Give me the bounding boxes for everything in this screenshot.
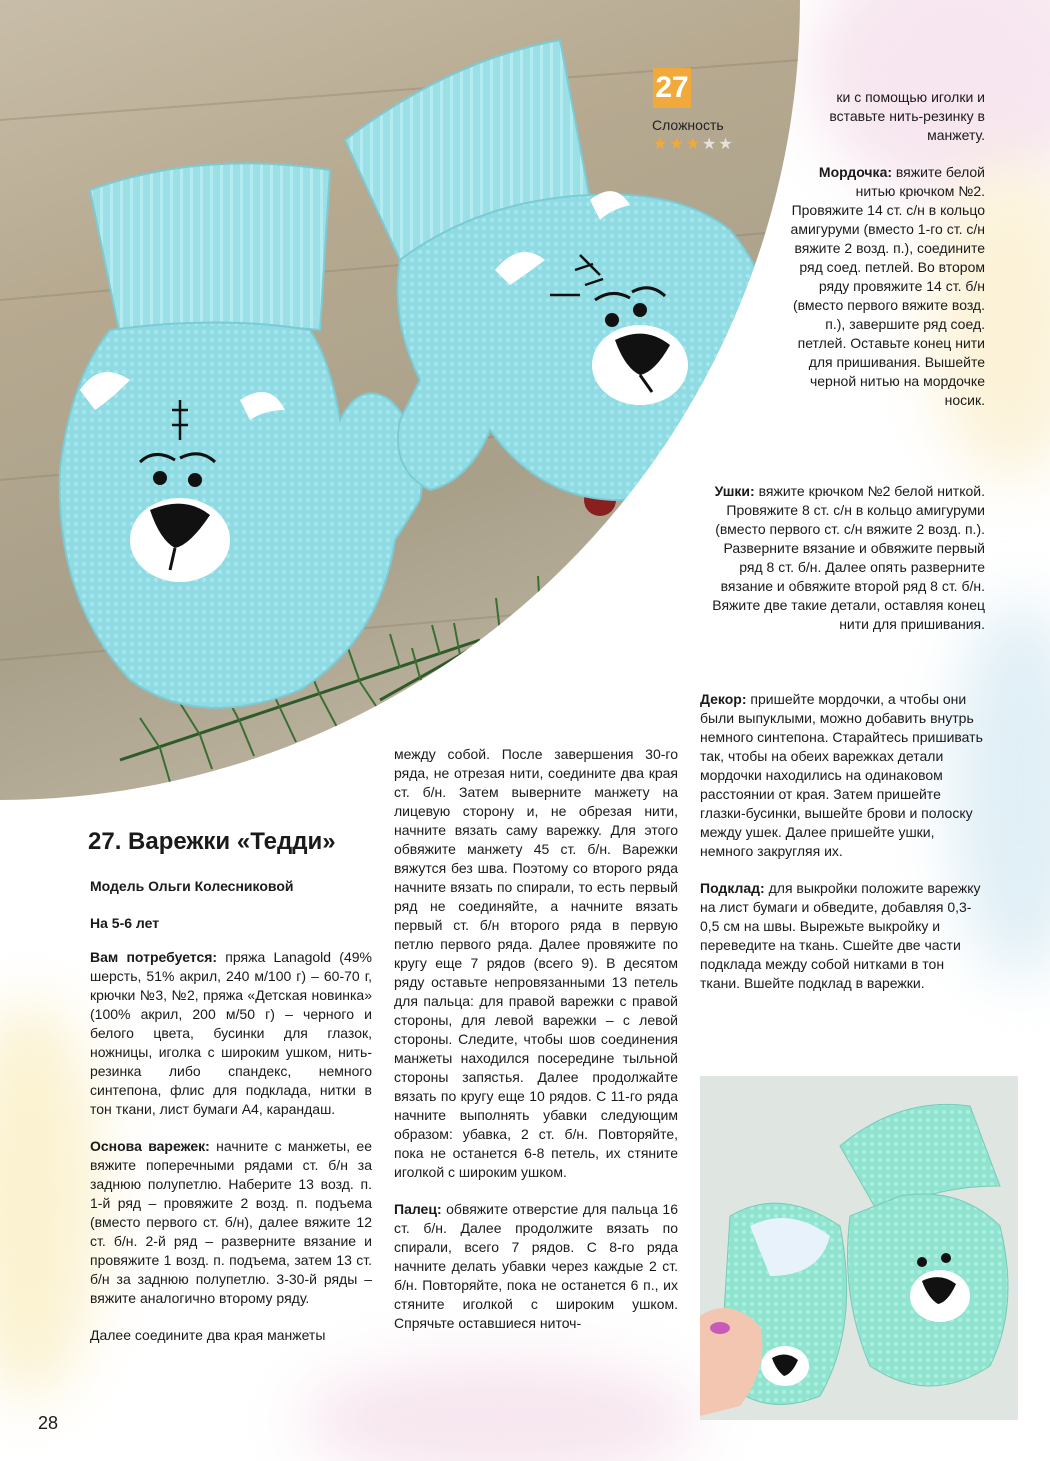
star-icon: ★ (702, 134, 719, 153)
ears-section (700, 482, 985, 634)
base-continue-line: Далее соедините два края манжеты (90, 1327, 326, 1343)
section-text: начните с манжеты, ее вяжите поперечными рядами ст. б/н за заднюю полупетлю. Наберите 13 возд. п. 1-й ряд – провяжите 2 возд. п. подъема (вместо первого ст. б/н), далее вяжите 12 ст. б/н. 2-й ряд – разверните вязание и провяжите 1 возд. п. подъема, затем 13 ст. б/н за заднюю полупетлю. 3-30-й ряды – вяжите аналогично второму ряду. (90, 1138, 373, 1306)
project-number-badge: 27 (653, 68, 691, 108)
page-number: 28 (38, 1413, 59, 1433)
left-mitten (60, 163, 422, 707)
mittens-lining-illustration (700, 1076, 1018, 1420)
section-text: обвяжите отверстие для пальца 16 ст. б/н. Далее продолжите вязать по спирали, всего 7 рядов. С 8-го ряда начните делать убавки через каждые 2 ст. б/н. Повторяйте, пока не останется 6 п., их стяните иголкой с широким ушком. Спрячьте оставшиеся ниточ- (394, 1201, 678, 1331)
base-continued-lead: между собой. После завершения 30-го ряда, не отрезая нити, соедините два края ст. б/н. (394, 746, 678, 800)
article-title: 27. Варежки «Тедди» (88, 828, 336, 855)
star-icon: ★ (653, 134, 670, 153)
lining-section (700, 879, 985, 993)
section-text: для выкройки положите варежку на лист бумаги и обведите, добавляя 0,3-0,5 см на швы. Вырежьте выкройку и переведите на ткань. Сшейте две части подклада между собой нитками в тон ткани. Вшейте подклад в варежки. (700, 880, 981, 991)
difficulty-label: Сложность (652, 117, 724, 133)
materials-section (90, 948, 372, 1119)
decor-wash (0, 1000, 100, 1400)
star-icon: ★ (669, 134, 686, 153)
section-text: вяжите крючком №2 белой ниткой. Провяжите 8 ст. с/н в кольцо амигуруми (вместо первого ст. с/н вяжите 2 возд. п.). Разверните вязание и обвяжите первый ряд 8 ст. б/н. Далее опять разверните вязание и обвяжите второй ряд 8 ст. б/н. Вяжите две такие детали, оставляя конец нити для пришивания. (712, 483, 985, 632)
finger-section (394, 1200, 678, 1333)
section-heading: Вам потребуется: (90, 949, 218, 965)
section-heading: Палец: (394, 1201, 442, 1217)
text-column-middle (394, 745, 678, 1351)
section-heading: Основа варежек: (90, 1138, 210, 1154)
text-column-left (90, 948, 372, 1363)
section-heading: Декор: (700, 691, 747, 707)
base-section (90, 1137, 372, 1308)
age-range: На 5-6 лет (90, 915, 160, 931)
decor-section (700, 690, 985, 861)
section-heading: Подклад: (700, 880, 765, 896)
text-column-right-mid (700, 482, 985, 652)
base-continued-text: Затем выверните манжету на лицевую сторону и, не обрезая нити, начните вязать саму варежку. Для этого обвяжите манжету 45 ст. б/н. Варежки вяжутся без шва. Поэтому со второго ряда начните вязать по спирали, то есть первый ряд не соединяйте, а начните вязать первый ст. б/н второго ряда в первую петлю первого ряда. Далее провяжите по кругу еще 7 рядов (всего 9). В десятом ряду оставьте непровязанными 13 петель для пальца: для правой варежки с правой стороны, для левой варежки – с левой стороны. Следите, чтобы шов соединения манжеты находился посередине тыльной стороны запястья. Далее продолжайте вязать по кругу еще 10 рядов. С 11-го ряда начните выполнять убавки следующим образом: убавка, 2 ст. б/н. Повторяйте, пока не останется 6-8 петель, их стяните иголкой с широким ушком. (394, 784, 678, 1180)
section-heading: Ушки: (714, 483, 755, 499)
secondary-photo (700, 1076, 1018, 1420)
section-text: вяжите белой нитью крючком №2. Провяжите 14 ст. с/н в кольцо амигуруми (вместо 1-го ст. с/н вяжите 2 возд. п.), соедините ряд соед. петлей. Во втором ряду провяжите 14 ст. б/н (вместо первого вяжите возд. п.), завершите ряд соед. петлей. Оставьте конец нити для пришивания. Вышейте черной нитью на мордочке носик. (790, 164, 985, 408)
muzzle-section (785, 163, 985, 410)
decor-wash (300, 1360, 700, 1461)
section-text: пришейте мордочки, а чтобы они были выпуклыми, можно добавить внутрь немного синтепона. Старайтесь пришивать так, чтобы на обеих варежках детали мордочки находились на одинаковом расстоянии от края. Затем пришейте глазки-бусинки, вышейте брови и полоску между ушек. Далее пришейте ушки, немного закругляя их. (700, 691, 983, 859)
section-heading: Мордочка: (818, 164, 893, 180)
star-icon: ★ (718, 134, 735, 153)
base-continued (394, 745, 678, 1182)
section-text: пряжа Lanagold (49% шерсть, 51% акрил, 240 м/100 г) – 60-70 г, крючки №3, №2, пряжа «Детская новинка» (100% акрил, 200 м/50 г) – черного и белого цвета, бусинки для глазок, ножницы, иголка с широким ушком, нить-резинка либо спандекс, немного синтепона, флис для подклада, нитки в тон ткани, лист бумаги А4, карандаш. (90, 949, 372, 1117)
right-mitten (345, 40, 775, 500)
finger-continued: ки с помощью иголки и вставьте нить-резинку в манжету. (829, 89, 985, 143)
text-column-right-top (785, 88, 985, 428)
difficulty-rating (653, 134, 735, 153)
text-column-right-low (700, 690, 985, 1011)
star-icon: ★ (685, 134, 703, 153)
article-author: Модель Ольги Колесниковой (90, 878, 294, 894)
